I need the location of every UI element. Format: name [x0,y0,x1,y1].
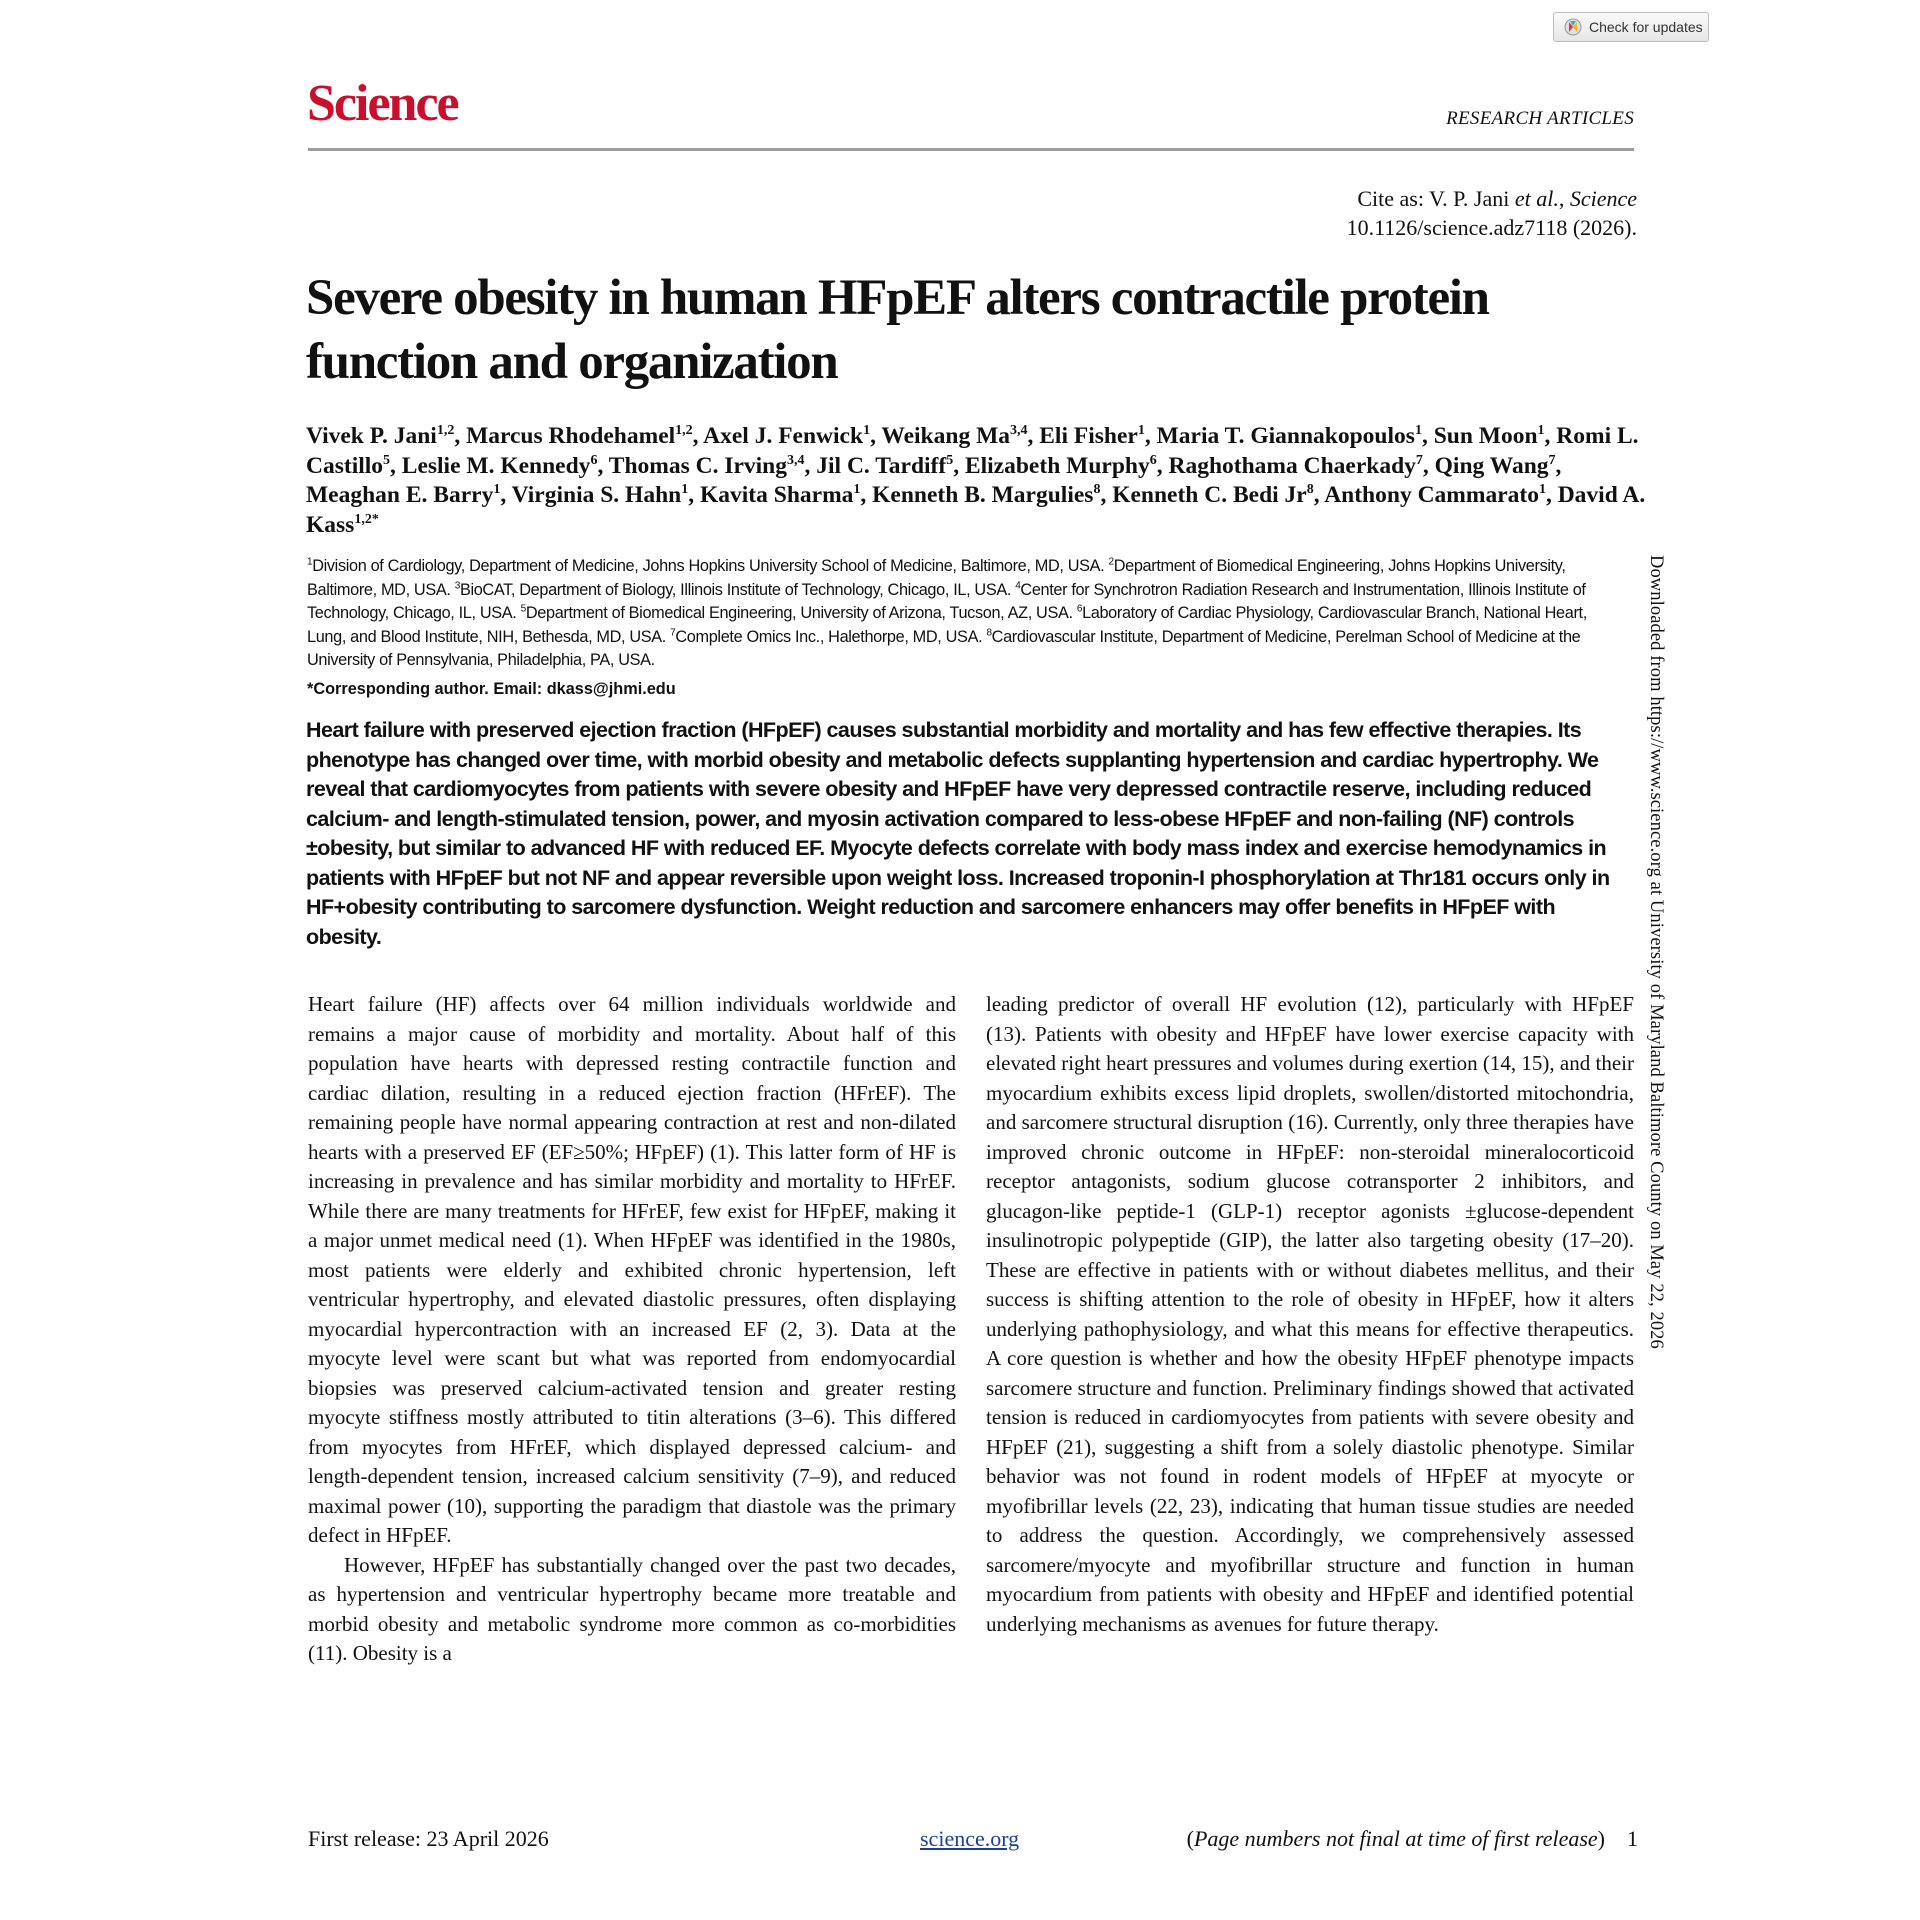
author-affiliation-mark: 3,4 [787,452,805,468]
affiliation-number: 4 [1015,580,1021,592]
author-affiliation-mark: 5 [946,452,954,468]
affiliation-text: Complete Omics Inc., Halethorpe, MD, USA. [675,627,983,646]
author-name: Eli Fisher [1039,423,1138,449]
author-affiliation-mark: 1 [853,482,861,498]
crossmark-icon [1564,18,1582,36]
citation-line-1: Cite as: V. P. Jani et al., Science [1357,186,1637,211]
author-affiliation-mark: 1 [493,482,501,498]
affiliation-text: Laboratory of Cardiac Physiology, Cardiovascular Branch, National Heart, Lung, and Blood Institute, NIH, Bethesda, MD, USA. [307,604,1587,646]
affiliation-number: 7 [670,627,676,639]
author-affiliation-mark: 1,2 [436,423,455,439]
page-note: (Page numbers not final at time of first release) 1 [1186,1826,1638,1851]
affiliation-number: 8 [986,627,992,639]
author-name: Kavita Sharma [699,482,854,508]
author-affiliation-mark: 1 [1414,423,1422,439]
affiliation-text: Division of Cardiology, Department of Medicine, Johns Hopkins University School of Medicine, Baltimore, MD, USA. [312,557,1105,575]
author-affiliation-mark: 1 [1538,482,1546,498]
affiliation-number: 3 [454,580,460,592]
author-affiliation-mark: 8 [1306,482,1314,498]
author-name: Weikang Ma [881,423,1010,449]
citation-doi: 10.1126/science.adz7118 (2026). [1346,215,1637,240]
author-affiliation-mark: 7 [1548,452,1556,468]
body-column-left [308,990,956,1669]
body-paragraph: Heart failure (HF) affects over 64 million individuals worldwide and remains a major cause of morbidity and mortality. About half of this population have hearts with depressed resting contractile function and cardiac dilation, resulting in a reduced ejection fraction (HFrEF). The remaining people have normal appearing contraction at rest and non-dilated hearts with a preserved EF (EF≥50%; HFpEF) (1). This latter form of HF is increasing in prevalence and has similar morbidity and mortality to HFrEF. While there are many treatments for HFrEF, few exist for HFpEF, making it a major unmet medical need (1). When HFpEF was identified in the 1980s, most patients were elderly and exhibited chronic hypertension, left ventricular hypertrophy, and elevated diastolic pressures, often displaying myocardial hypercontraction with an increased EF (2, 3). Data at the myocyte level were scant but what was reported from endomyocardial biopsies was preserved calcium-activated tension and greater resting myocyte stiffness mostly attributed to titin alterations (3–6). This differed from myocytes from HFrEF, which displayed depressed calcium- and length-dependent tension, increased calcium sensitivity (7–9), and reduced maximal power (10), supporting the paradigm that diastole was the primary defect in HFpEF. [308,992,956,1547]
author-name: David A. Kass [306,482,1646,538]
author-name: Kenneth C. Bedi Jr [1112,482,1307,508]
author-name: Raghothama Chaerkady [1168,452,1416,479]
author-affiliation-mark: 1 [681,482,689,498]
affiliation-number: 6 [1076,603,1083,615]
affiliation-number: 1 [307,556,313,568]
affiliation-text: Department of Biomedical Engineering, University of Arizona, Tucson, AZ, USA. [525,604,1073,622]
author-name: Thomas C. Irving [608,452,788,479]
download-notice: Downloaded from https://www.science.org at University of Maryland Baltimore County on May 22, 2026 [1646,555,1666,1349]
author-name: Leslie M. Kennedy [401,452,591,479]
affiliation-text: Department of Biomedical Engineering, Johns Hopkins University, Baltimore, MD, USA. [307,557,1566,599]
author-name: Romi L. Castillo [306,423,1639,479]
page-number: 1 [1627,1826,1638,1851]
author-affiliation-mark: 1,2 [675,423,693,439]
check-for-updates-button[interactable] [1553,12,1709,42]
author-affiliation-mark: 5 [383,452,391,468]
check-for-updates-label: Check for updates [1589,19,1703,35]
author-name: Anthony Cammarato [1324,482,1539,508]
author-name: Marcus Rhodehamel [466,423,676,449]
author-affiliation-mark: 6 [590,452,598,468]
first-release-date: First release: 23 April 2026 [308,1826,549,1851]
article-title: Severe obesity in human HFpEF alters contractile protein function and organization [306,270,1489,390]
affiliation-text: Center for Synchrotron Radiation Research and Instrumentation, Illinois Institute of Technology, Chicago, IL, USA. [307,580,1586,622]
author-name: Elizabeth Murphy [964,452,1150,479]
citation [1347,184,1637,242]
author-affiliation-mark: 3,4 [1010,423,1028,439]
author-name: Vivek P. Jani [306,423,437,449]
author-affiliation-mark: 7 [1415,452,1423,468]
affiliations [307,555,1627,673]
author-affiliation-mark: 1,2* [354,511,379,527]
author-affiliation-mark: 6 [1149,452,1157,468]
abstract: Heart failure with preserved ejection fraction (HFpEF) causes substantial morbidity and mortality and has few effective therapies. Its phenotype has changed over time, with morbid obesity and metabolic defects supplanting hypertension and cardiac hypertrophy. We reveal that cardiomyocytes from patients with severe obesity and HFpEF have very depressed contractile reserve, including reduced calcium- and length-stimulated tension, power, and myosin activation compared to less-obese HFpEF and non-failing (NF) controls ±obesity, but similar to advanced HF with reduced EF. Myocyte defects correlate with body mass index and exercise hemodynamics in patients with HFpEF but not NF and appear reversible upon weight loss. Increased troponin-I phosphorylation at Thr181 occurs only in HF+obesity contributing to sarcomere dysfunction. Weight reduction and sarcomere enhancers may offer benefits in HFpEF with obesity. [306,718,1610,949]
body-column-right [986,990,1634,1639]
author-affiliation-mark: 1 [863,423,871,439]
affiliation-text: BioCAT, Department of Biology, Illinois Institute of Technology, Chicago, IL, USA. [459,580,1012,599]
author-affiliation-mark: 1 [1137,423,1145,439]
author-list: Vivek P. Jani$^{1,2}$, Marcus Rhodehamel$^{1,2}$, Axel J. Fenwick$^1$, Weikang Ma$^{3,4}$, Eli Fisher$^1$, Maria T. Giannakopoulos$^1$, Sun Moon$^1$, Romi L. Castillo$^5$, Leslie M. Kennedy$^6$, Thomas C. Irving$^{3,4}$, Jil C. Tardiff$^5$, Elizabeth Murphy$^6$, Raghothama Chaerkady$^7$, Qing Wang$^7$, Meaghan E. Barry$^1$, Virginia S. Hahn$^1$, Kavita Sharma$^1$, Kenneth B. Margulies$^8$, Kenneth C. Bedi Jr$^8$, Anthony Cammarato$^1$, David A. Kass$^{1,2*}$ [306,423,1646,538]
body-paragraph: leading predictor of overall HF evolution (12), particularly with HFpEF (13). Patients with obesity and HFpEF have lower exercise capacity with elevated right heart pressures and volumes during exertion (14, 15), and their myocardium exhibits excess lipid droplets, swollen/distorted mitochondria, and sarcomere structural disruption (16). Currently, only three therapies have improved chronic outcome in HFpEF: non-steroidal mineralocorticoid receptor antagonists, sodium glucose cotransporter 2 inhibitors, and glucagon-like peptide-1 (GLP-1) receptor agonists ±glucose-dependent insulinotropic polypeptide (GIP), the latter also targeting obesity (17–20). These are effective in patients with or without diabetes mellitus, and their success is shifting attention to the role of obesity in HFpEF, how it alters underlying pathophysiology, and what this means for effective therapeutics. A core question is whether and how the obesity HFpEF phenotype impacts sarcomere structure and function. Preliminary findings showed that activated tension is reduced in cardiomyocytes from patients with severe obesity and HFpEF (21), suggesting a shift from a solely diastolic phenotype. Similar behavior was not found in rodent models of HFpEF at myocyte or myofibrillar levels (22, 23), indicating that human tissue studies are needed to address the question. Accordingly, we comprehensively assessed sarcomere/myocyte and myofibrillar structure and function in human myocardium from patients with obesity and HFpEF and identified potential underlying mechanisms as avenues for future therapy. [986,992,1634,1636]
affiliation-text: Cardiovascular Institute, Department of Medicine, Perelman School of Medicine at the University of Pennsylvania, Philadelphia, PA, USA. [307,627,1581,669]
body-paragraph: However, HFpEF has substantially changed over the past two decades, as hypertension and ventricular hypertrophy became more treatable and morbid obesity and metabolic syndrome more common as co-morbidities (11). Obesity is a [308,1552,956,1665]
page-footer [308,1826,1638,1856]
author-name: Virginia S. Hahn [511,482,682,508]
author-affiliation-mark: 1 [1537,423,1545,439]
author-name: Axel J. Fenwick [703,423,864,449]
author-name: Jil C. Tardiff [816,452,947,479]
author-name: Kenneth B. Margulies [872,482,1094,508]
author-name: Meaghan E. Barry [306,482,494,508]
author-name: Sun Moon [1433,423,1538,449]
science-org-link[interactable]: science.org [920,1826,1020,1851]
author-affiliation-mark: 8 [1093,482,1101,498]
author-name: Maria T. Giannakopoulos [1156,423,1415,449]
section-label: RESEARCH ARTICLES [1446,108,1634,129]
corresponding-author: *Corresponding author. Email: dkass@jhmi.edu [307,680,676,698]
affiliation-number: 5 [520,603,526,615]
author-name: Qing Wang [1434,452,1549,479]
affiliation-number: 2 [1108,556,1114,568]
journal-logo: Science [307,75,458,132]
header-rule [308,148,1634,151]
